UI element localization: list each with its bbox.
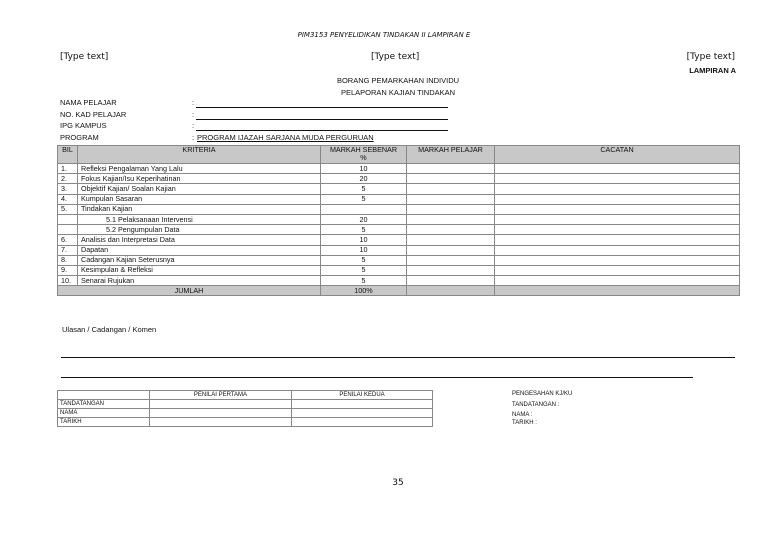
row-bil: 4. [58,194,78,204]
signature-header-blank [58,391,150,400]
signature-row-label: NAMA [58,409,150,418]
row-markah-pelajar-cell[interactable] [407,276,495,286]
endorsement-title: PENGESAHAN KJ/KU [512,391,573,397]
total-row [58,286,740,296]
row-catatan-cell[interactable] [495,184,740,194]
row-kriteria: Analisis dan Interpretasi Data [78,235,321,245]
field-colon: : [192,133,195,142]
marking-table [57,145,740,296]
row-bil: 7. [58,245,78,255]
field-label-no-kad-pelajar: NO. KAD PELAJAR [60,110,127,119]
row-kriteria: 5.1 Pelaksanaan Intervensi [78,214,321,224]
row-bil: 6. [58,235,78,245]
row-markah: 10 [321,164,407,174]
signature-cell-penilai-pertama[interactable] [150,409,292,418]
row-catatan-cell[interactable] [495,225,740,235]
field-label-program: PROGRAM [60,133,99,142]
signature-table [57,390,433,427]
row-markah-pelajar-cell[interactable] [407,245,495,255]
form-subtitle: PELAPORAN KAJIAN TINDAKAN [340,88,456,97]
signature-header-penilai-pertama: PENILAI PERTAMA [150,391,292,400]
signature-cell-penilai-pertama[interactable] [150,418,292,427]
row-bil: 10. [58,276,78,286]
row-kriteria: Tindakan Kajian [78,204,321,214]
row-markah-pelajar-cell[interactable] [407,184,495,194]
header-center-placeholder: [Type text] [371,52,420,62]
endorsement-name-label: NAMA : [512,412,533,418]
row-catatan-cell[interactable] [495,245,740,255]
field-colon: : [192,98,195,107]
form-title: BORANG PEMARKAHAN INDIVIDU [336,76,460,85]
row-catatan-cell[interactable] [495,164,740,174]
header-catatan: CACATAN [495,146,740,164]
signature-row [58,409,433,418]
table-row [58,194,740,204]
field-line-nama-pelajar [196,107,448,108]
field-colon: : [192,110,195,119]
row-markah: 5 [321,184,407,194]
row-markah-pelajar-cell[interactable] [407,214,495,224]
signature-cell-penilai-kedua[interactable] [292,418,433,427]
row-kriteria: Kumpulan Sasaran [78,194,321,204]
comment-line[interactable] [61,377,693,378]
row-markah: 5 [321,194,407,204]
row-bil: 2. [58,174,78,184]
row-catatan-cell[interactable] [495,265,740,275]
endorsement-signature-label: TANDATANGAN : [512,402,560,408]
total-label: JUMLAH [58,286,321,296]
row-catatan-cell[interactable] [495,174,740,184]
header-markah-sebenar [321,146,407,164]
header-markah-pelajar: MARKAH PELAJAR [407,146,495,164]
header-markah-sebenar-label: MARKAH SEBENAR [329,145,398,154]
table-row [58,174,740,184]
row-markah-pelajar-cell[interactable] [407,164,495,174]
row-markah: 20 [321,214,407,224]
signature-cell-penilai-kedua[interactable] [292,400,433,409]
row-markah-pelajar-cell[interactable] [407,194,495,204]
signature-cell-penilai-kedua[interactable] [292,409,433,418]
row-markah: 5 [321,255,407,265]
field-line-ipg-kampus [196,130,448,131]
row-bil: 9. [58,265,78,275]
row-kriteria: Fokus Kajian/Isu Keperihatinan [78,174,321,184]
row-markah-pelajar-cell[interactable] [407,174,495,184]
table-row [58,276,740,286]
field-line-no-kad-pelajar [196,119,448,120]
row-markah: 5 [321,265,407,275]
page-number: 35 [392,478,404,488]
row-markah-pelajar-cell[interactable] [407,265,495,275]
total-value: 100% [321,286,407,296]
row-catatan-cell[interactable] [495,255,740,265]
row-bil [58,214,78,224]
row-markah: 5 [321,276,407,286]
row-markah-pelajar-cell[interactable] [407,204,495,214]
table-row [58,164,740,174]
row-bil [58,225,78,235]
header-right-placeholder: [Type text] [686,52,735,62]
table-row [58,235,740,245]
comment-line[interactable] [61,357,735,358]
row-catatan-cell[interactable] [495,194,740,204]
row-markah-pelajar-cell[interactable] [407,255,495,265]
header-left-placeholder: [Type text] [60,52,109,62]
row-kriteria: Senarai Rujukan [78,276,321,286]
total-markah-pelajar-cell[interactable] [407,286,495,296]
row-catatan-cell[interactable] [495,235,740,245]
table-row [58,245,740,255]
signature-row-label: TARIKH [58,418,150,427]
row-markah-pelajar-cell[interactable] [407,235,495,245]
row-kriteria: 5.2 Pengumpulan Data [78,225,321,235]
row-kriteria: Objektif Kajian/ Soalan Kajian [78,184,321,194]
table-row [58,184,740,194]
row-markah: 5 [321,225,407,235]
table-header-row [58,146,740,164]
signature-row [58,418,433,427]
row-markah: 20 [321,174,407,184]
document-title: PIM3153 PENYELIDIKAN TINDAKAN II LAMPIRAN E [297,31,471,39]
row-bil: 5. [58,204,78,214]
table-row [58,225,740,235]
header-kriteria: KRITERIA [78,146,321,164]
field-label-nama-pelajar: NAMA PELAJAR [60,98,117,107]
total-catatan-cell[interactable] [495,286,740,296]
table-row [58,204,740,214]
table-row [58,265,740,275]
row-kriteria: Cadangan Kajian Seterusnya [78,255,321,265]
field-value-program: PROGRAM IJAZAH SARJANA MUDA PERGURUAN [197,133,374,142]
row-markah-pelajar-cell[interactable] [407,225,495,235]
row-markah: 10 [321,245,407,255]
signature-header-penilai-kedua: PENILAI KEDUA [292,391,433,400]
row-catatan-cell[interactable] [495,214,740,224]
comments-label: Ulasan / Cadangan / Komen [62,325,157,334]
lampiran-label: LAMPIRAN A [689,66,736,75]
field-colon: : [192,121,195,130]
row-markah [321,204,407,214]
row-catatan-cell[interactable] [495,204,740,214]
signature-row [58,400,433,409]
endorsement-date-label: TARIKH : [512,420,537,426]
header-bil: BIL [58,146,78,164]
row-catatan-cell[interactable] [495,276,740,286]
row-bil: 3. [58,184,78,194]
signature-row-label: TANDATANGAN [58,400,150,409]
row-bil: 1. [58,164,78,174]
row-kriteria: Dapatan [78,245,321,255]
header-unit: % [360,153,367,162]
row-kriteria: Refleksi Pengalaman Yang Lalu [78,164,321,174]
row-bil: 8. [58,255,78,265]
table-row [58,255,740,265]
row-kriteria: Kesimpulan & Refleksi [78,265,321,275]
signature-header-row [58,391,433,400]
table-row [58,214,740,224]
row-markah: 10 [321,235,407,245]
field-label-ipg-kampus: IPG KAMPUS [60,121,107,130]
signature-cell-penilai-pertama[interactable] [150,400,292,409]
